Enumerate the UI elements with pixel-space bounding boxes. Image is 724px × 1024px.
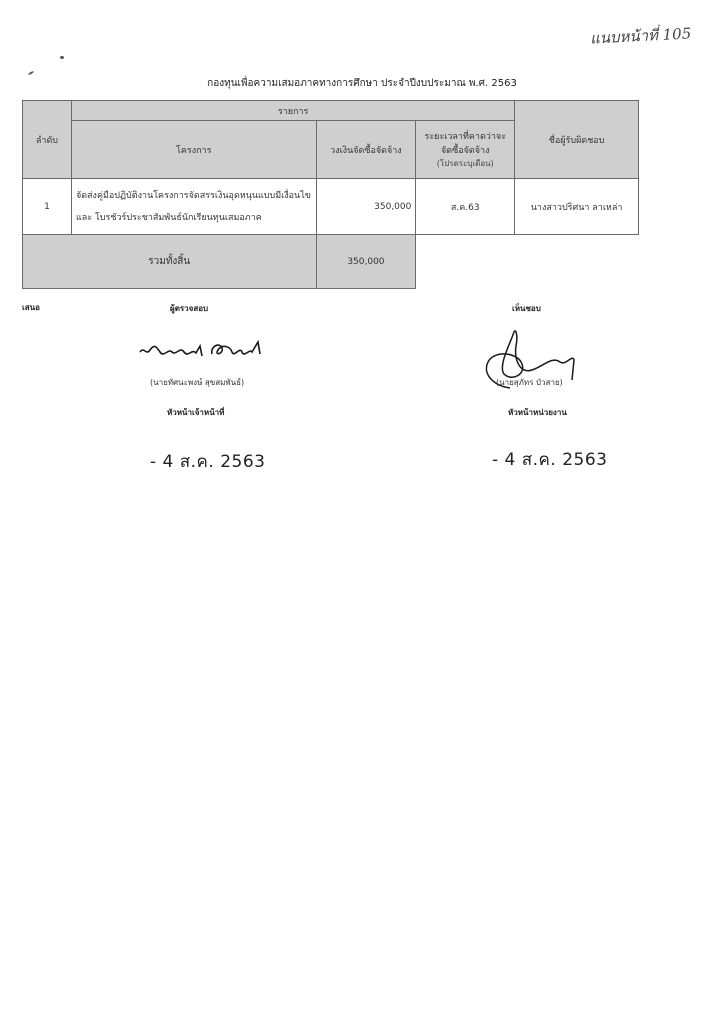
table-row — [23, 179, 639, 235]
header-period-note: (โปรดระบุเดือน) — [436, 159, 494, 168]
header-project: โครงการ — [71, 121, 316, 179]
header-period-line2: จัดซื้อจัดจ้าง — [441, 146, 490, 156]
approve-label: เห็นชอบ — [512, 304, 541, 313]
header-period-line1: ระยะเวลาที่คาดว่าจะ — [424, 132, 507, 142]
header-budget: วงเงินจัดซื้อจัดจ้าง — [316, 121, 416, 179]
row-number: 1 — [23, 179, 72, 235]
row-project-line2: และ โบรชัวร์ประชาสัมพันธ์นักเรียนทุนเสมอภาค — [75, 212, 262, 223]
scan-speck — [28, 71, 34, 76]
scan-speck — [60, 56, 64, 59]
reviewer-signature — [138, 334, 268, 362]
row-budget: 350,000 — [316, 179, 416, 235]
row-project — [71, 179, 316, 235]
reviewer-date-stamp: - 4 ส.ค. 2563 — [150, 452, 266, 472]
total-row — [23, 235, 639, 289]
reviewer-label: ผู้ตรวจสอบ — [170, 304, 209, 313]
approver-name: (นายสุภัทร บัวสาย) — [496, 378, 563, 387]
header-group: รายการ — [71, 101, 514, 121]
total-label: รวมทั้งสิ้น — [23, 235, 317, 289]
approver-title: หัวหน้าหน่วยงาน — [508, 408, 567, 417]
procurement-table — [22, 100, 639, 289]
row-project-line1: จัดส่งคู่มือปฏิบัติงานโครงการจัดสรรเงินอุดหนุนแบบมีเงื่อนไข — [75, 190, 311, 201]
document-title: กองทุนเพื่อความเสมอภาคทางการศึกษา ประจำปีงบประมาณ พ.ศ. 2563 — [207, 78, 517, 89]
empty-cell — [416, 235, 639, 289]
header-period — [416, 121, 515, 179]
row-period: ส.ค.63 — [416, 179, 515, 235]
total-value: 350,000 — [316, 235, 416, 289]
reviewer-name: (นายทัศนะพงษ์ สุขสมพันธ์) — [150, 378, 245, 387]
reviewer-title: หัวหน้าเจ้าหน้าที่ — [167, 408, 225, 417]
approver-date-stamp: - 4 ส.ค. 2563 — [492, 450, 608, 470]
handwritten-page-note: แนบหน้าที่ 105 — [589, 24, 692, 48]
header-responsible: ชื่อผู้รับผิดชอบ — [515, 101, 639, 179]
row-responsible: นางสาวปริศนา ลาเหล่า — [515, 179, 639, 235]
propose-label: เสนอ — [22, 303, 40, 312]
header-number: ลำดับ — [23, 101, 72, 179]
